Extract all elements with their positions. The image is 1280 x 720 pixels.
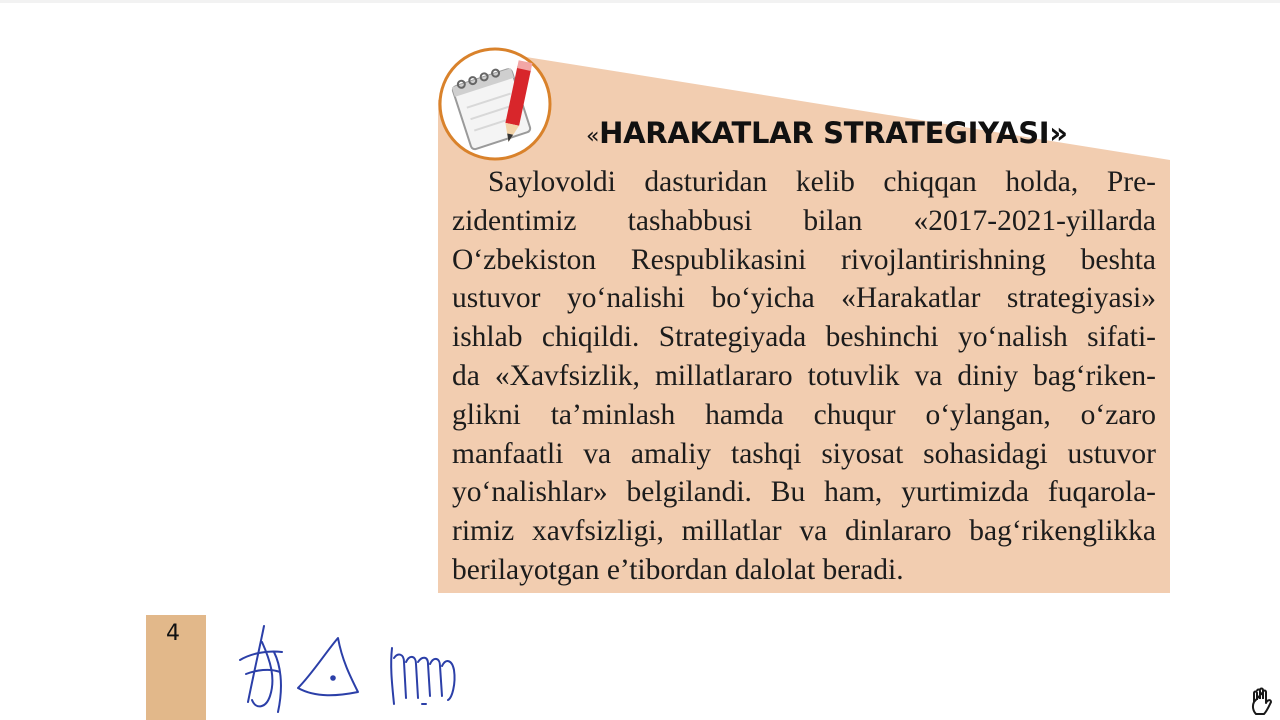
body-line: da «Xavfsizlik, millatlararo totuvlik va diniy bag‘riken- bbox=[452, 359, 1156, 392]
body-line: berilayotgan e’tibordan dalolat beradi. bbox=[452, 553, 904, 586]
body-line: rimiz xavfsizligi, millatlar va dinlararo bag‘rikenglikka bbox=[452, 515, 1156, 548]
card-title bbox=[586, 116, 1106, 156]
body-line: yo‘nalishlar» belgilandi. Bu ham, yurtimizda fuqarola- bbox=[452, 476, 1156, 509]
body-line: ishlab chiqildi. Strategiyada beshinchi yo‘nalish sifati- bbox=[452, 321, 1156, 354]
title-text: HARAKATLAR STRATEGIYASI bbox=[599, 116, 1050, 150]
body-line: glikni ta’minlash hamda chuqur o‘ylangan, o‘zaro bbox=[452, 398, 1156, 431]
notepad-pencil-icon bbox=[438, 47, 552, 161]
title-open-quote: « bbox=[586, 124, 600, 149]
body-line: manfaatli va amaliy tashqi siyosat sohasidagi ustuvor bbox=[452, 437, 1156, 470]
handwritten-signature bbox=[226, 612, 476, 720]
body-line: Saylovoldi dasturidan kelib chiqqan holda, Pre- bbox=[488, 166, 1156, 198]
body-line: O‘zbekiston Respublikasini rivojlantirishning beshta bbox=[452, 243, 1156, 276]
body-line: zidentimiz tashabbusi bilan «2017-2021-yillarda bbox=[452, 204, 1156, 237]
page-number: 4 bbox=[166, 621, 180, 646]
title-close-quote: » bbox=[1049, 116, 1068, 150]
hand-cursor-icon bbox=[1246, 684, 1280, 718]
body-line: ustuvor yo‘nalishi bo‘yicha «Harakatlar strategiyasi» bbox=[452, 282, 1156, 315]
card-body bbox=[452, 163, 1156, 590]
